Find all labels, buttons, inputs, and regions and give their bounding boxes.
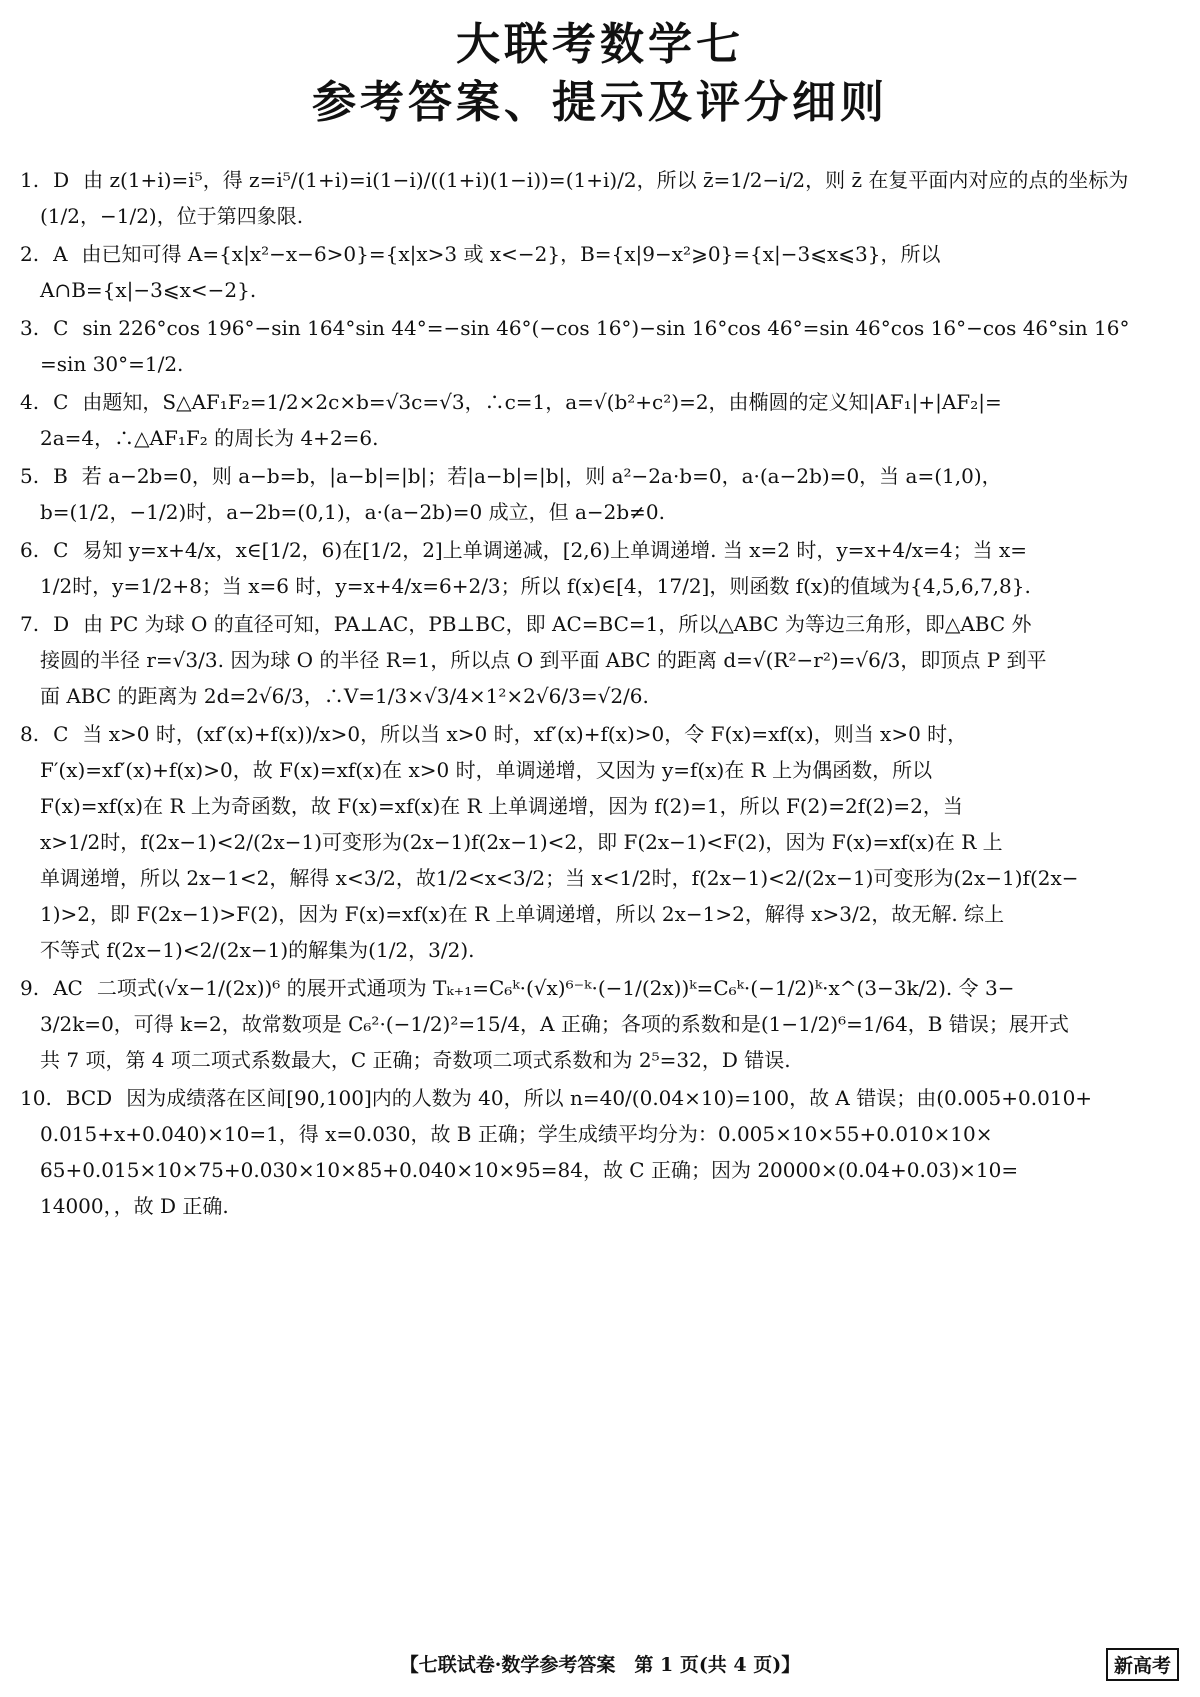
solution-text: 由已知可得 A={x|x²−x−6>0}={x|x>3 或 x<−2}，B={x|9−x²⩾0}={x|−3⩽x⩽3}，所以: [81, 242, 941, 266]
answer-choice: BCD: [65, 1086, 113, 1110]
answer-item: [20, 236, 1188, 308]
edition-badge: 新高考: [1106, 1648, 1179, 1681]
answer-first-line: [20, 532, 1188, 568]
solution-text: A∩B={x|−3⩽x<−2}.: [40, 278, 257, 302]
solution-text: 二项式(√x−1/(2x))⁶ 的展开式通项为 Tₖ₊₁=C₆ᵏ·(√x)⁶⁻ᵏ·(−1/(2x))ᵏ=C₆ᵏ·(−1/2)ᵏ·x^(3−3k/2). 令 3−: [96, 976, 1015, 1000]
solution-text: F(x)=xf(x)在 R 上为奇函数，故 F(x)=xf(x)在 R 上单调递增，因为 f(2)=1，所以 F(2)=2f(2)=2，当: [40, 794, 963, 818]
answer-first-line: [20, 458, 1188, 494]
answer-choice: A: [53, 242, 68, 266]
question-number: 6.: [20, 538, 40, 562]
answer-first-line: [20, 1080, 1188, 1116]
question-number: 3.: [20, 316, 40, 340]
solution-text: 1/2时，y=1/2+8；当 x=6 时，y=x+4/x=6+2/3；所以 f(x)∈[4，17/2]，则函数 f(x)的值域为{4,5,6,7,8}.: [40, 574, 1031, 598]
solution-text: 不等式 f(2x−1)<2/(2x−1)的解集为(1/2，3/2).: [40, 938, 475, 962]
solution-text: 当 x>0 时，(xf′(x)+f(x))/x>0，所以当 x>0 时，xf′(x)+f(x)>0，令 F(x)=xf(x)，则当 x>0 时，: [82, 722, 968, 746]
question-number: 9.: [20, 976, 40, 1000]
solution-text: 由 z(1+i)=i⁵，得 z=i⁵/(1+i)=i(1−i)/((1+i)(1−i))=(1+i)/2，所以 z̄=1/2−i/2，则 z̄ 在复平面内对应的点的坐标为: [83, 168, 1129, 192]
answer-item: [20, 606, 1188, 714]
solution-text: b=(1/2，−1/2)时，a−2b=(0,1)，a·(a−2b)=0 成立，但 a−2b≠0.: [40, 500, 666, 524]
answer-choice: D: [53, 168, 70, 192]
solution-text: 14000，，故 D 正确.: [40, 1194, 229, 1218]
solution-text: 因为成绩落在区间[90,100]内的人数为 40，所以 n=40/(0.04×10)=100，故 A 错误；由(0.005+0.010+: [126, 1086, 1093, 1110]
answer-first-line: [20, 162, 1188, 198]
question-number: 10.: [20, 1086, 52, 1110]
question-number: 5.: [20, 464, 40, 488]
answer-item: [20, 532, 1188, 604]
answer-item: [20, 1080, 1188, 1224]
question-number: 4.: [20, 390, 40, 414]
solution-text: F′(x)=xf′(x)+f(x)>0，故 F(x)=xf(x)在 x>0 时，单调递增，又因为 y=f(x)在 R 上为偶函数，所以: [40, 758, 933, 782]
answer-first-line: [20, 716, 1188, 752]
question-number: 8.: [20, 722, 40, 746]
solution-text: 面 ABC 的距离为 2d=2√6/3，∴V=1/3×√3/4×1²×2√6/3=√2/6.: [40, 684, 649, 708]
answer-first-line: [20, 970, 1188, 1006]
solution-text: 1)>2，即 F(2x−1)>F(2)，因为 F(x)=xf(x)在 R 上单调递增，所以 2x−1>2，解得 x>3/2，故无解. 综上: [40, 902, 1005, 926]
solution-text: 由 PC 为球 O 的直径可知，PA⊥AC，PB⊥BC，即 AC=BC=1，所以△ABC 为等边三角形，即△ABC 外: [83, 612, 1032, 636]
answer-first-line: [20, 384, 1188, 420]
answer-item: [20, 384, 1188, 456]
solution-text: =sin 30°=1/2.: [40, 352, 184, 376]
solution-text: 3/2k=0，可得 k=2，故常数项是 C₆²·(−1/2)²=15/4，A 正确；各项的系数和是(1−1/2)⁶=1/64，B 错误；展开式: [40, 1012, 1069, 1036]
answer-choice: C: [53, 316, 69, 340]
answer-first-line: [20, 310, 1188, 346]
solution-text: x>1/2时，f(2x−1)<2/(2x−1)可变形为(2x−1)f(2x−1)<2，即 F(2x−1)<F(2)，因为 F(x)=xf(x)在 R 上: [40, 830, 1003, 854]
solution-text: 2a=4，∴△AF₁F₂ 的周长为 4+2=6.: [40, 426, 379, 450]
question-number: 1.: [20, 168, 40, 192]
page-subtitle: 参考答案、提示及评分细则: [312, 77, 888, 128]
solution-text: 若 a−2b=0，则 a−b=b，|a−b|=|b|；若|a−b|=|b|，则 a²−2a·b=0，a·(a−2b)=0，当 a=(1,0)，: [81, 464, 1002, 488]
solution-text: 共 7 项，第 4 项二项式系数最大，C 正确；奇数项二项式系数和为 2⁵=32，D 错误.: [40, 1048, 791, 1072]
answer-item: [20, 310, 1188, 382]
solution-text: 65+0.015×10×75+0.030×10×85+0.040×10×95=84，故 C 正确；因为 20000×(0.04+0.03)×10=: [40, 1158, 1019, 1182]
solution-text: sin 226°cos 196°−sin 164°sin 44°=−sin 46°(−cos 16°)−sin 16°cos 46°=sin 46°cos 16°−cos 46°sin 16°: [82, 316, 1130, 340]
answer-choice: AC: [53, 976, 83, 1000]
answer-choice: C: [53, 390, 69, 414]
question-number: 7.: [20, 612, 40, 636]
page-number-label: 【七联试卷·数学参考答案 第 1 页(共 4 页)】: [399, 1654, 801, 1676]
solution-text: 接圆的半径 r=√3/3. 因为球 O 的半径 R=1，所以点 O 到平面 ABC 的距离 d=√(R²−r²)=√6/3，即顶点 P 到平: [40, 648, 1047, 672]
answer-item: [20, 162, 1188, 234]
answer-first-line: [20, 236, 1188, 272]
answer-item: [20, 458, 1188, 530]
answer-choice: C: [53, 722, 69, 746]
answer-choice: D: [53, 612, 70, 636]
solution-text: 易知 y=x+4/x，x∈[1/2，6)在[1/2，2]上单调递减，[2,6)上单调递增. 当 x=2 时，y=x+4/x=4；当 x=: [82, 538, 1028, 562]
footer: [0, 1644, 1200, 1684]
answer-item: [20, 970, 1188, 1078]
solution-text: 0.015+x+0.040)×10=1，得 x=0.030，故 B 正确；学生成绩平均分为：0.005×10×55+0.010×10×: [40, 1122, 993, 1146]
answer-first-line: [20, 606, 1188, 642]
solution-text: 由题知，S△AF₁F₂=1/2×2c×b=√3c=√3，∴c=1，a=√(b²+c²)=2，由椭圆的定义知|AF₁|+|AF₂|=: [82, 390, 1002, 414]
solution-text: (1/2，−1/2)，位于第四象限.: [40, 204, 304, 228]
page-title: 大联考数学七: [456, 19, 744, 70]
answer-item: [20, 716, 1188, 968]
question-number: 2.: [20, 242, 40, 266]
answer-choice: B: [53, 464, 68, 488]
solution-text: 单调递增，所以 2x−1<2，解得 x<3/2，故1/2<x<3/2；当 x<1/2时，f(2x−1)<2/(2x−1)可变形为(2x−1)f(2x−: [40, 866, 1079, 890]
answer-choice: C: [53, 538, 69, 562]
answer-list: [20, 162, 1188, 1226]
